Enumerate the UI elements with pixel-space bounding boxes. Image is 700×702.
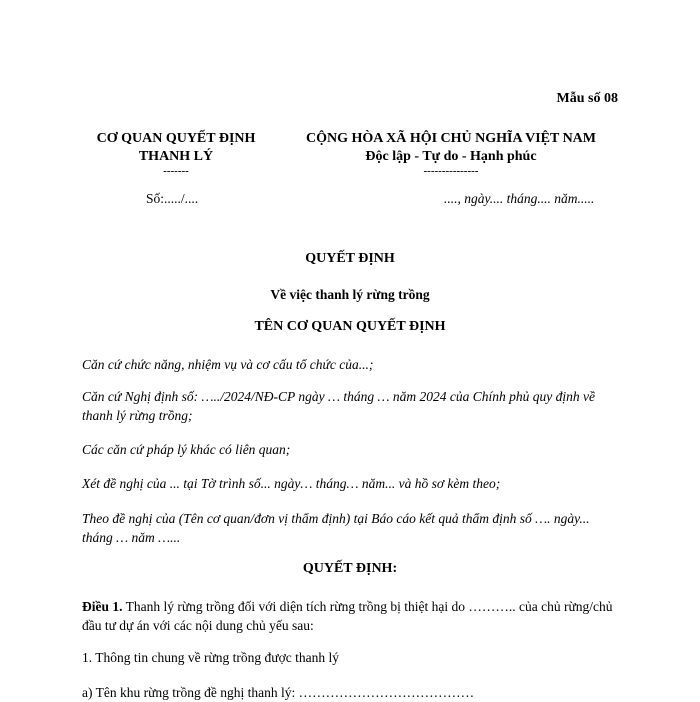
document-number: Số:...../.... bbox=[146, 191, 199, 206]
form-number: Mẫu số 08 bbox=[556, 91, 618, 106]
article-1 bbox=[82, 597, 622, 635]
legal-basis-2: Căn cứ Nghị định số: …../2024/NĐ-CP ngày … tháng … năm 2024 của Chính phủ quy định về thanh lý rừng trồng; bbox=[82, 389, 595, 423]
legal-basis-5: Theo đề nghị của (Tên cơ quan/đơn vị thẩm định) tại Báo cáo kết quả thẩm định số …. ngày... tháng … năm …... bbox=[82, 511, 590, 545]
motto-separator: --------------- bbox=[423, 165, 479, 177]
item-a: a) Tên khu rừng trồng đề nghị thanh lý: ………………………………… bbox=[82, 685, 475, 700]
nation-name: CỘNG HÒA XÃ HỘI CHỦ NGHĨA VIỆT NAM bbox=[305, 131, 596, 146]
place-and-date: ...., ngày.... tháng.... năm..... bbox=[444, 191, 595, 206]
legal-basis-4: Xét đề nghị của ... tại Tờ trình số... ngày… tháng… năm... và hồ sơ kèm theo; bbox=[82, 476, 501, 491]
national-motto-block bbox=[282, 130, 620, 177]
issuing-agency-block bbox=[86, 130, 266, 177]
agency-name-line1: CƠ QUAN QUYẾT ĐỊNH bbox=[96, 131, 256, 146]
document-subtitle: Về việc thanh lý rừng trồng bbox=[270, 287, 430, 302]
decision-heading: QUYẾT ĐỊNH: bbox=[302, 561, 398, 576]
legal-basis-3: Các căn cứ pháp lý khác có liên quan; bbox=[82, 442, 291, 457]
section-1-heading: 1. Thông tin chung về rừng trồng được thanh lý bbox=[82, 650, 339, 665]
deciding-agency-heading: TÊN CƠ QUAN QUYẾT ĐỊNH bbox=[254, 319, 446, 334]
agency-separator: ------- bbox=[163, 165, 189, 177]
national-motto: Độc lập - Tự do - Hạnh phúc bbox=[365, 149, 537, 164]
agency-name-line2: THANH LÝ bbox=[138, 149, 214, 164]
article-1-label: Điều 1. bbox=[82, 599, 123, 614]
article-1-text: Thanh lý rừng trồng đối với diện tích rừng trồng bị thiệt hại do ……….. của chủ rừng/chủ đầu tư dự án với các nội dung chủ yếu sau: bbox=[82, 599, 613, 633]
legal-basis-1: Căn cứ chức năng, nhiệm vụ và cơ cấu tổ chức của...; bbox=[82, 357, 374, 372]
document-title: QUYẾT ĐỊNH bbox=[305, 251, 395, 266]
